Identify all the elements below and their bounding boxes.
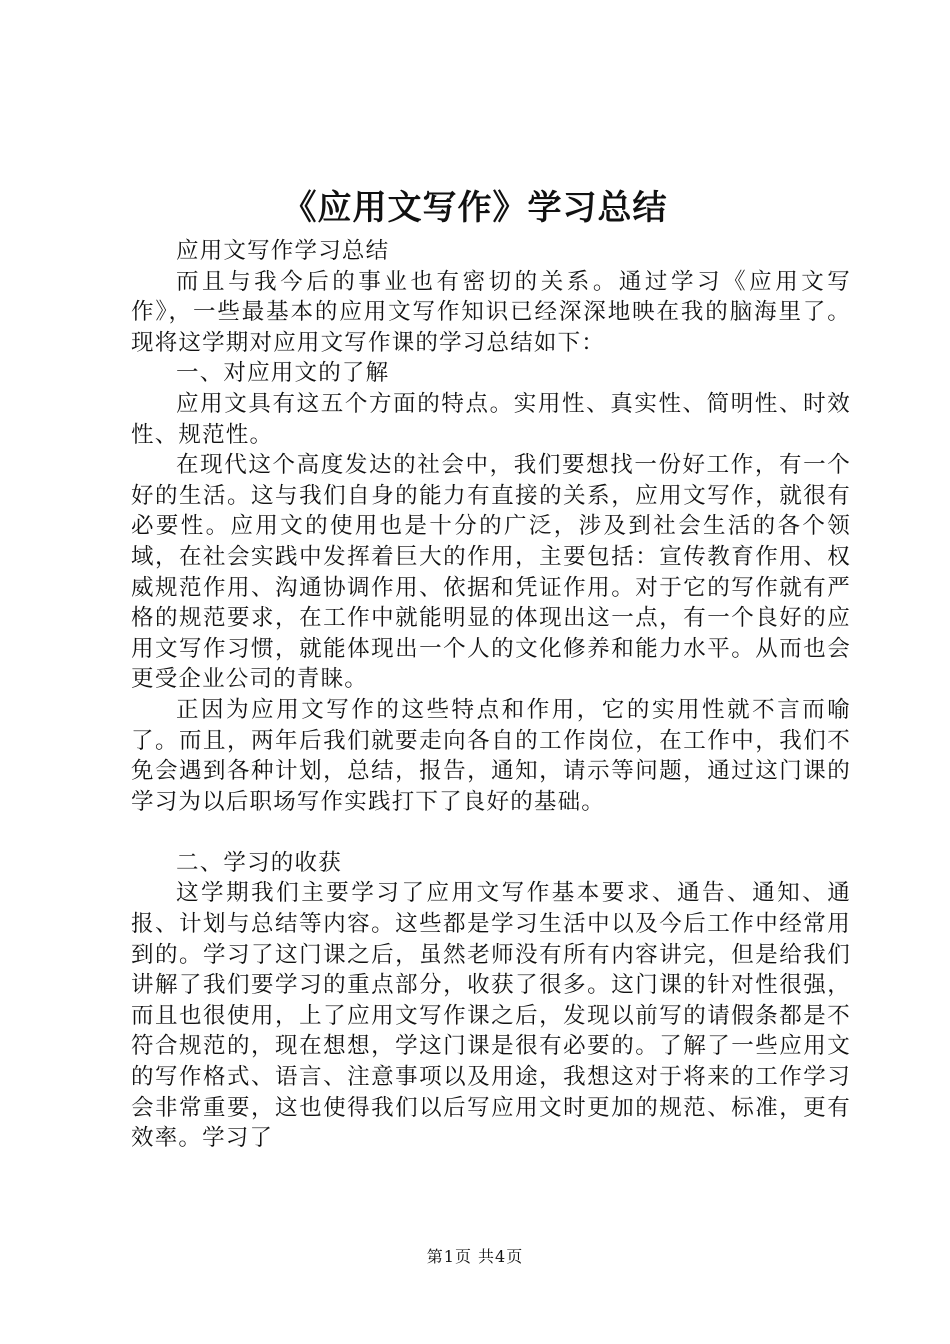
paragraph-society: 在现代这个高度发达的社会中，我们要想找一份好工作，有一个好的生活。这与我们自身的能力有直接的关系，应用文写作，就很有必要性。应用文的使用也是十分的广泛，涉及到社会生活的各个领域，在社会实践中发挥着巨大的作用，主要包括：宣传教育作用、权威规范作用、沟通协调作用、依据和凭证作用。对于它的写作就有严格的规范要求，在工作中就能明显的体现出这一点，有一个良好的应用文写作习惯，就能体现出一个人的文化修养和能力水平。从而也会更受企业公司的青睐。: [131, 452, 851, 693]
paragraph-practicality: 正因为应用文写作的这些特点和作用，它的实用性就不言而喻了。而且，两年后我们就要走向各自的工作岗位，在工作中，我们不免会遇到各种计划，总结，报告，通知，请示等问题，通过这门课的学习为以后职场写作实践打下了良好的基础。: [131, 696, 851, 815]
paragraph-heading: 应用文写作学习总结: [176, 238, 390, 264]
paragraph-gains: 这学期我们主要学习了应用文写作基本要求、通告、通知、通报、计划与总结等内容。这些都是学习生活中以及今后工作中经常用到的。学习了这门课之后，虽然老师没有所有内容讲完，但是给我们讲解了我们要学习的重点部分，收获了很多。这门课的针对性很强，而且也很使用，上了应用文写作课之后，发现以前写的请假条都是不符合规范的，现在想想，学这门课是很有必要的。了解了一些应用文的写作格式、语言、注意事项以及用途，我想这对于将来的工作学习会非常重要，这也使得我们以后写应用文时更加的规范、标准，更有效率。学习了: [131, 880, 851, 1152]
document-body: [131, 236, 851, 1154]
section-heading-1: 一、对应用文的了解: [176, 360, 390, 387]
section-heading-2: 二、学习的收获: [176, 849, 342, 876]
page-number: 第1页 共4页: [426, 1247, 524, 1266]
document-title: 《应用文写作》学习总结: [282, 188, 668, 228]
paragraph-intro: 而且与我今后的事业也有密切的关系。通过学习《应用文写作》，一些最基本的应用文写作知识已经深深地映在我的脑海里了。现将这学期对应用文写作课的学习总结如下：: [131, 268, 851, 356]
paragraph-features: 应用文具有这五个方面的特点。实用性、真实性、简明性、时效性、规范性。: [131, 390, 851, 448]
